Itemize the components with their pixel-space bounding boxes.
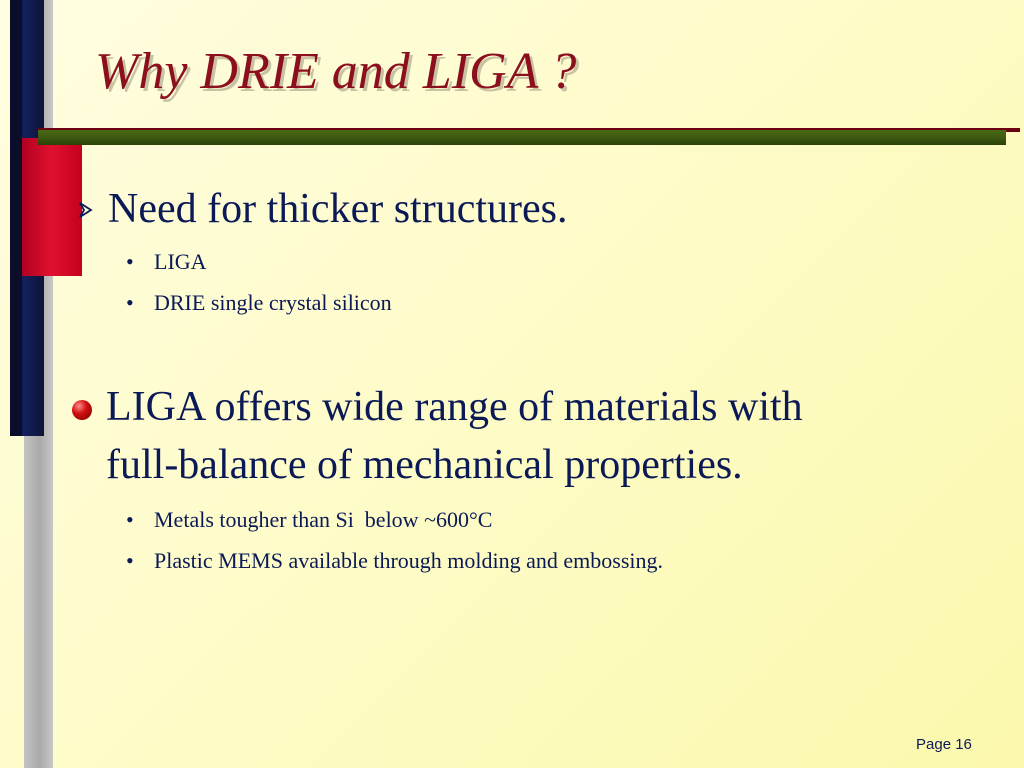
sub-bullet-text: DRIE single crystal silicon xyxy=(154,290,392,315)
dot-bullet-icon: • xyxy=(126,548,134,573)
sub-bullet-1-2 xyxy=(126,289,392,317)
sub-bullet-text: LIGA xyxy=(154,249,207,274)
bullet-2-text xyxy=(106,378,803,494)
title-rule xyxy=(38,130,1006,145)
sub-bullet-text: Plastic MEMS available through molding and embossing. xyxy=(154,548,664,573)
bullet-2-line-2: full-balance of mechanical properties. xyxy=(106,442,743,488)
arrow-icon xyxy=(78,200,94,220)
decor-navy-edge xyxy=(10,0,22,436)
sub-bullet-2-2 xyxy=(126,547,663,575)
bullet-1-text: Need for thicker structures. xyxy=(108,186,568,232)
decor-red-block xyxy=(22,138,82,276)
sub-bullet-text: Metals tougher than Si below ~600°C xyxy=(154,507,493,532)
bullet-2 xyxy=(72,378,803,494)
bullet-1 xyxy=(78,180,567,238)
dot-bullet-icon: • xyxy=(126,249,134,274)
sphere-bullet-icon xyxy=(72,400,92,420)
page-number: Page 16 xyxy=(916,736,972,753)
slide-title: Why DRIE and LIGA ? xyxy=(95,43,577,100)
sub-bullet-2-1 xyxy=(126,506,492,534)
bullet-2-line-1: LIGA offers wide range of materials with xyxy=(106,384,803,430)
dot-bullet-icon: • xyxy=(126,507,134,532)
dot-bullet-icon: • xyxy=(126,290,134,315)
sub-bullet-1-1 xyxy=(126,248,207,276)
